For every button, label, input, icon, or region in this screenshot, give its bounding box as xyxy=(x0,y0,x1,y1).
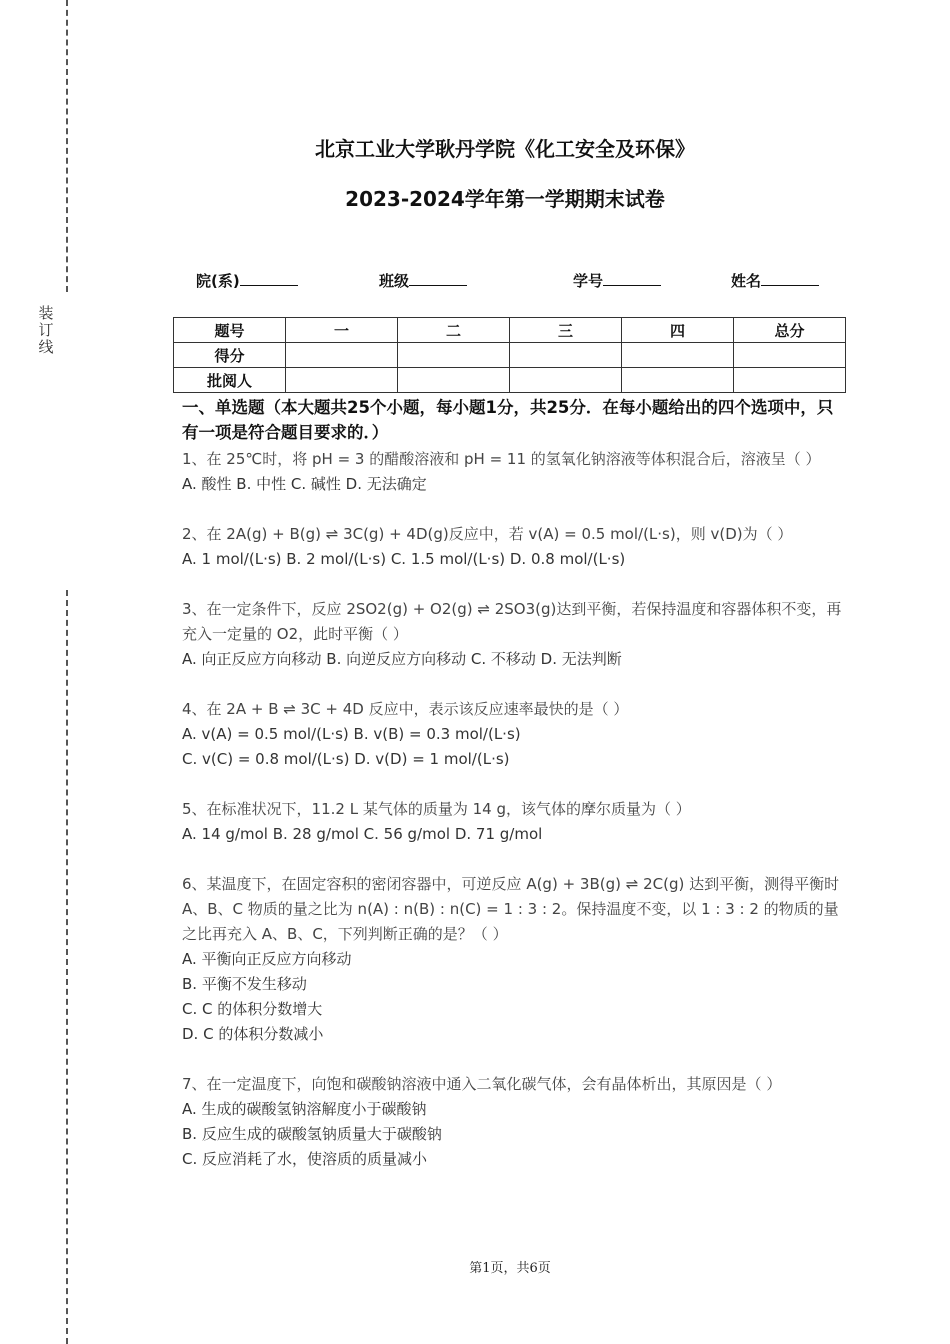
score-row xyxy=(174,343,846,368)
name-label: 姓名 xyxy=(731,272,762,290)
score-cell[interactable] xyxy=(622,343,734,368)
binding-label: 装订线 xyxy=(38,304,54,356)
question-option: B. 反应生成的碳酸氢钠质量大于碳酸钠 xyxy=(182,1125,442,1143)
score-table-header-row xyxy=(174,318,846,343)
question-stem: 1、在 25℃时，将 pH = 3 的醋酸溶液和 pH = 11 的氢氧化钠溶液等体积混合后，溶液呈（ ） xyxy=(182,450,821,468)
question-7 xyxy=(182,1072,844,1172)
exam-content xyxy=(182,395,844,1197)
question-4 xyxy=(182,697,844,772)
table-header-cell: 二 xyxy=(398,318,510,343)
student-id-label: 学号 xyxy=(573,272,604,290)
binding-line-bottom xyxy=(66,590,68,1344)
department-field[interactable] xyxy=(196,270,298,291)
class-field[interactable] xyxy=(379,270,467,291)
student-id-field[interactable] xyxy=(573,270,661,291)
question-option: C. 反应消耗了水，使溶质的质量减小 xyxy=(182,1150,428,1168)
question-stem: 7、在一定温度下，向饱和碳酸钠溶液中通入二氧化碳气体，会有晶体析出，其原因是（ ） xyxy=(182,1075,782,1093)
department-label: 院(系) xyxy=(196,272,240,290)
table-header-cell: 三 xyxy=(510,318,622,343)
question-options: A. 1 mol/(L·s) B. 2 mol/(L·s) C. 1.5 mol/(L·s) D. 0.8 mol/(L·s) xyxy=(182,550,626,568)
reviewer-cell[interactable] xyxy=(286,368,398,393)
question-options: C. v(C) = 0.8 mol/(L·s) D. v(D) = 1 mol/(L·s) xyxy=(182,750,510,768)
question-options: A. v(A) = 0.5 mol/(L·s) B. v(B) = 0.3 mol/(L·s) xyxy=(182,725,521,743)
student-info-row xyxy=(0,270,950,292)
reviewer-row xyxy=(174,368,846,393)
score-cell[interactable] xyxy=(734,343,846,368)
exam-title-line1: 北京工业大学耿丹学院《化工安全及环保》 xyxy=(315,137,695,161)
question-option: A. 平衡向正反应方向移动 xyxy=(182,950,352,968)
question-stem: 5、在标准状况下，11.2 L 某气体的质量为 14 g，该气体的摩尔质量为（ ） xyxy=(182,800,691,818)
question-1 xyxy=(182,447,844,497)
score-table xyxy=(173,317,846,393)
question-5 xyxy=(182,797,844,847)
reviewer-cell[interactable] xyxy=(398,368,510,393)
name-field[interactable] xyxy=(731,270,819,291)
question-option: C. C 的体积分数增大 xyxy=(182,1000,323,1018)
table-header-cell: 题号 xyxy=(174,318,286,343)
reviewer-cell[interactable] xyxy=(734,368,846,393)
score-cell[interactable] xyxy=(510,343,622,368)
question-2 xyxy=(182,522,844,572)
reviewer-row-label: 批阅人 xyxy=(174,368,286,393)
question-option: A. 生成的碳酸氢钠溶解度小于碳酸钠 xyxy=(182,1100,427,1118)
exam-title-line2: 2023-2024学年第一学期期末试卷 xyxy=(345,187,665,211)
reviewer-cell[interactable] xyxy=(510,368,622,393)
question-3 xyxy=(182,597,844,672)
table-header-cell: 总分 xyxy=(734,318,846,343)
question-stem: 3、在一定条件下，反应 2SO2(g) + O2(g) ⇌ 2SO3(g)达到平衡，若保持温度和容器体积不变，再充入一定量的 O2，此时平衡（ ） xyxy=(182,600,842,643)
score-cell[interactable] xyxy=(286,343,398,368)
page-footer: 第1页，共6页 xyxy=(469,1261,551,1276)
question-stem: 6、某温度下，在固定容积的密闭容器中，可逆反应 A(g) + 3B(g) ⇌ 2C(g) 达到平衡，测得平衡时 A、B、C 物质的量之比为 n(A) : n(B) : n(C) = 1 : 3 : 2。保持温度不变，以 1 : 3 : 2 的物质的量之比再充入 A、B、C，下列判断正确的是？（ ） xyxy=(182,875,840,943)
question-stem: 4、在 2A + B ⇌ 3C + 4D 反应中，表示该反应速率最快的是（ ） xyxy=(182,700,629,718)
question-stem: 2、在 2A(g) + B(g) ⇌ 3C(g) + 4D(g)反应中，若 v(A) = 0.5 mol/(L·s)，则 v(D)为（ ） xyxy=(182,525,793,543)
question-options: A. 14 g/mol B. 28 g/mol C. 56 g/mol D. 71 g/mol xyxy=(182,825,543,843)
score-cell[interactable] xyxy=(398,343,510,368)
question-6 xyxy=(182,872,844,1047)
question-option: D. C 的体积分数减小 xyxy=(182,1025,324,1043)
question-options: A. 酸性 B. 中性 C. 碱性 D. 无法确定 xyxy=(182,475,427,493)
section-heading: 一、单选题（本大题共25个小题，每小题1分，共25分．在每小题给出的四个选项中，只有一项是符合题目要求的．） xyxy=(182,398,834,442)
reviewer-cell[interactable] xyxy=(622,368,734,393)
class-label: 班级 xyxy=(379,272,410,290)
question-options: A. 向正反应方向移动 B. 向逆反应方向移动 C. 不移动 D. 无法判断 xyxy=(182,650,622,668)
table-header-cell: 四 xyxy=(622,318,734,343)
score-row-label: 得分 xyxy=(174,343,286,368)
question-option: B. 平衡不发生移动 xyxy=(182,975,307,993)
table-header-cell: 一 xyxy=(286,318,398,343)
